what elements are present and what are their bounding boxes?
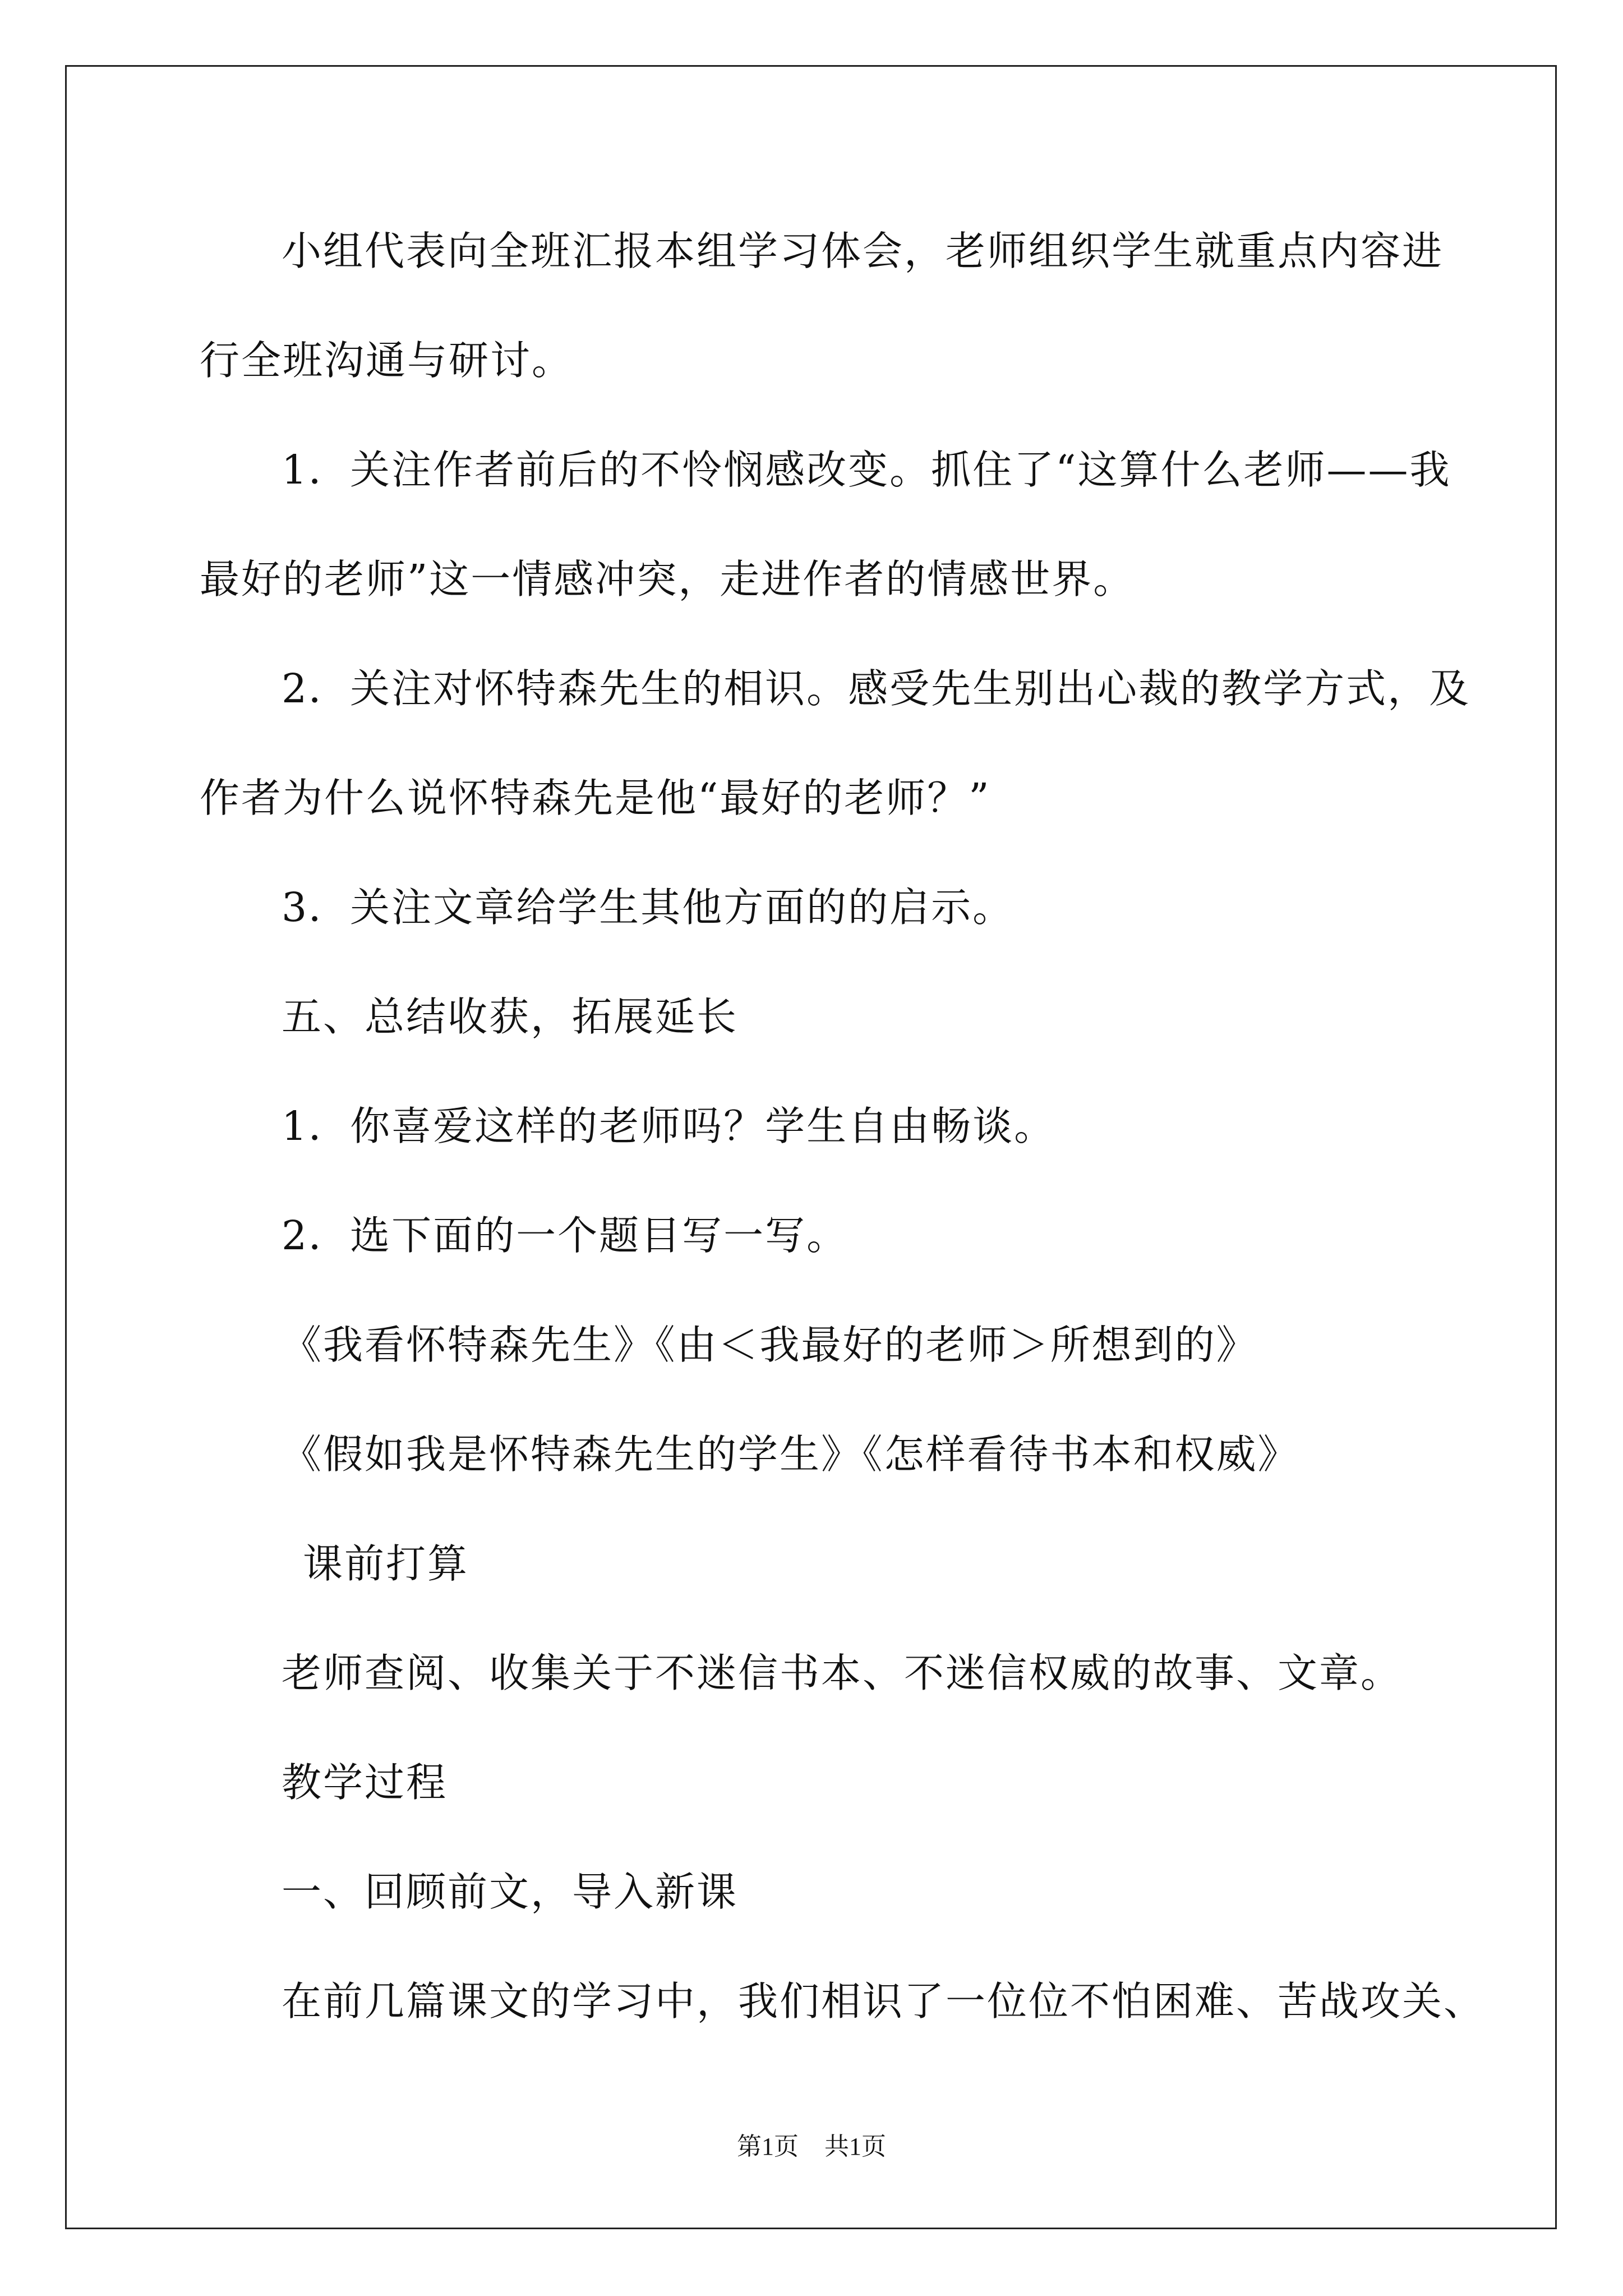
paragraph-line: 3．关注文章给学生其他方面的的启示。	[282, 884, 1015, 931]
paragraph-line: 行全班沟通与研讨。	[200, 337, 574, 384]
section-heading: 五、总结收获，拓展延长	[282, 993, 739, 1040]
page-footer	[0, 2134, 1623, 2159]
paragraph-line: 作者为什么说怀特森先是他“最好的老师？”	[200, 775, 991, 821]
page-total: 共1页	[824, 2133, 886, 2160]
section-heading: 教学过程	[282, 1759, 448, 1806]
paragraph-line: 2．关注对怀特森先生的相识。感受先生别出心裁的教学方式，及	[282, 665, 1471, 712]
page-number: 第1页	[737, 2133, 799, 2160]
topic-line: 《我看怀特森先生》《由＜我最好的老师＞所想到的》	[282, 1322, 1258, 1368]
section-heading: 一、回顾前文，导入新课	[282, 1869, 739, 1915]
paragraph-line: 老师查阅、收集关于不迷信书本、不迷信权威的故事、文章。	[282, 1650, 1403, 1696]
paragraph-line: 1．关注作者前后的不怜悯感改变。抓住了“这算什么老师——我	[282, 447, 1451, 493]
paragraph-line: 1．你喜爱这样的老师吗？学生自由畅谈。	[282, 1103, 1056, 1149]
paragraph-line: 最好的老师”这一情感冲突，走进作者的情感世界。	[200, 556, 1135, 602]
paragraph-line: 2．选下面的一个题目写一写。	[282, 1212, 849, 1259]
topic-line: 《假如我是怀特森先生的学生》《怎样看待书本和权威》	[282, 1431, 1299, 1478]
paragraph-line: 在前几篇课文的学习中，我们相识了一位位不怕困难、苦战攻关、	[282, 1978, 1486, 2024]
paragraph-line: 小组代表向全班汇报本组学习体会，老师组织学生就重点内容进	[282, 228, 1444, 274]
section-heading: 课前打算	[303, 1540, 469, 1587]
